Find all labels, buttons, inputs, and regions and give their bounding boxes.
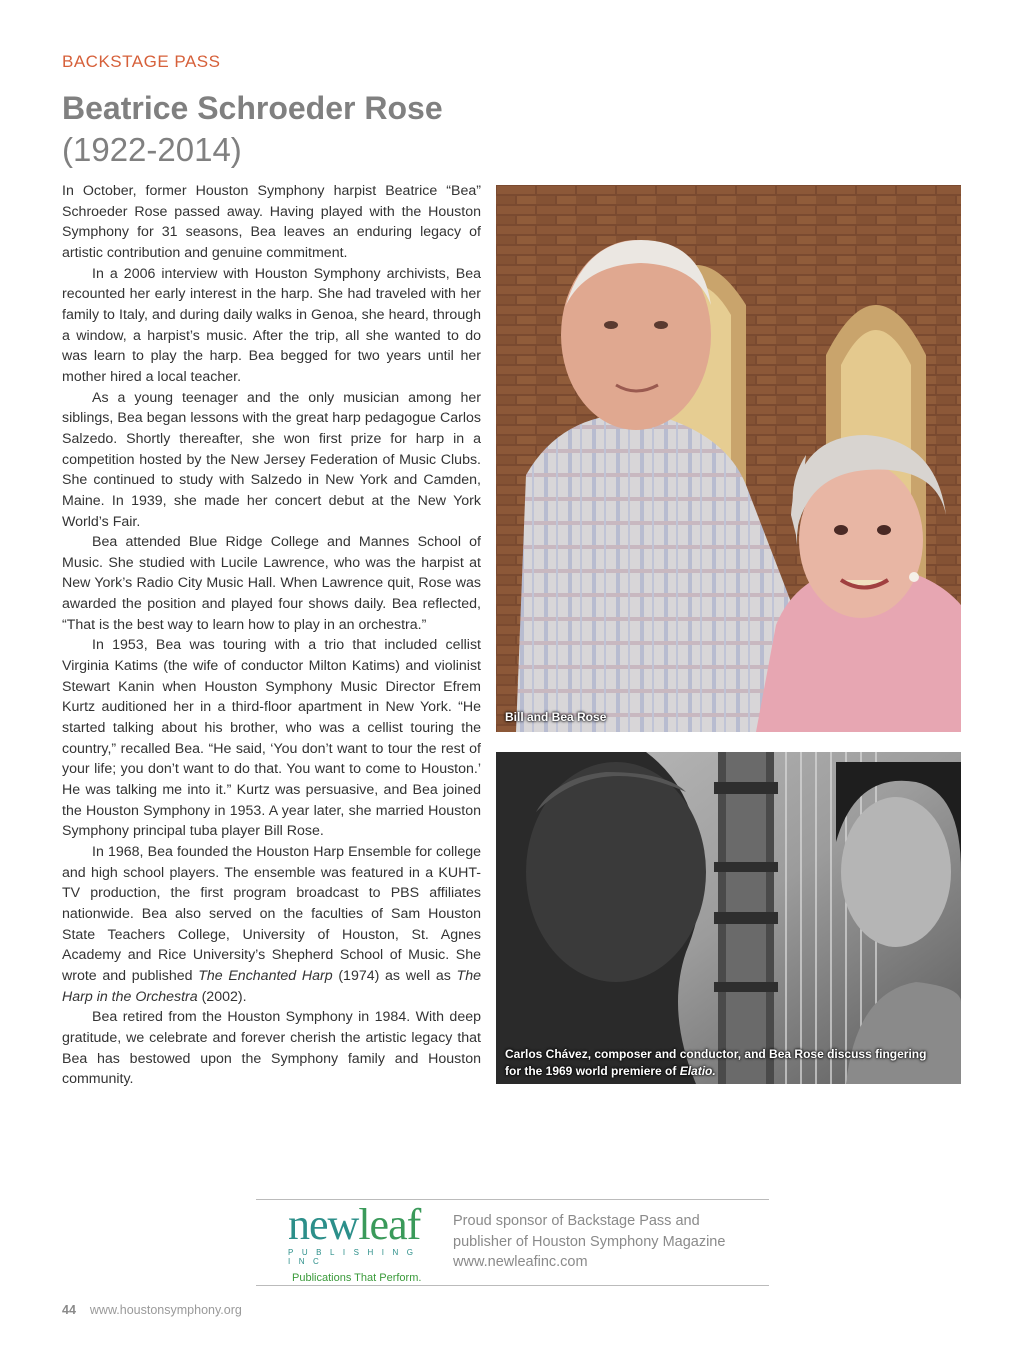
paragraph-7: Bea retired from the Houston Symphony in 1984. With deep gratitude, we celebrate and forever cherish the artistic legacy that Bea has bestowed upon the Symphony family and Houston community.: [62, 1009, 481, 1088]
sponsor-text: [453, 1211, 725, 1273]
book-title-harp-in-orchestra: The Harp in the Orchestra: [62, 967, 481, 1005]
logo-wordmark: [288, 1200, 433, 1249]
photo-chavez-and-bea-image: [496, 752, 961, 1084]
photo-bill-and-bea: [496, 185, 961, 732]
logo-word-leaf: leaf: [358, 1200, 421, 1249]
book-title-enchanted-harp: The Enchanted Harp: [198, 967, 333, 984]
sponsor-line-2: publisher of Houston Symphony Magazine: [453, 1233, 726, 1250]
footer-url: www.houstonsymphony.org: [89, 1303, 242, 1317]
sponsor-url: www.newleafinc.com: [453, 1254, 588, 1270]
paragraph-3: As a young teenager and the only musician among her siblings, Bea began lessons with the great harp pedagogue Carlos Salzedo. Shortly thereafter, she won first prize for harp in a competition hosted by the New Jersey Federation of Music Clubs. She continued to study with Salzedo in New York and Camden, Maine. In 1939, she made her concert debut at the New York World’s Fair.: [62, 389, 481, 530]
paragraph-6-mid: (1974) as well as: [332, 967, 457, 984]
logo-word-new: new: [288, 1200, 359, 1249]
photo-2-caption: [505, 1046, 945, 1080]
logo-tagline: Publications That Perform.: [292, 1272, 422, 1284]
photo-bill-and-bea-image: [496, 185, 961, 732]
photo-2-caption-work-title: Elatio.: [679, 1064, 716, 1078]
sponsor-line-1: Proud sponsor of Backstage Pass and: [453, 1213, 700, 1229]
page-footer: [62, 1303, 242, 1317]
photo-2-caption-text: Carlos Chávez, composer and conductor, and Bea Rose discuss fingering for the 1969 world premiere of: [505, 1047, 927, 1078]
logo-publishing: PUBLISHING INC: [288, 1248, 422, 1266]
photo-chavez-and-bea: [496, 752, 961, 1084]
sponsor-bottom-rule: [256, 1285, 769, 1286]
section-label: BACKSTAGE PASS: [62, 52, 221, 71]
article-title: Beatrice Schroeder Rose: [62, 90, 443, 126]
newleaf-logo: [288, 1200, 433, 1284]
paragraph-6-end: (2002).: [197, 988, 247, 1005]
paragraph-2: In a 2006 interview with Houston Symphony archivists, Bea recounted her early interest in the harp. She had traveled with her family to Italy, and during daily walks in Genoa, she heard, through a window, a harpist’s music. After the trip, all she wanted to do was learn to play the harp. Bea begged for two years until her mother hired a local teacher.: [62, 265, 481, 385]
paragraph-6: [62, 842, 481, 1007]
paragraph-1: In October, former Houston Symphony harpist Beatrice “Bea” Schroeder Rose passed away. Having played with the Houston Symphony for 31 seasons, Bea leaves an enduring legacy of artistic contribution and genuine commitment.: [62, 183, 481, 261]
photo-1-caption: Bill and Bea Rose: [505, 710, 607, 724]
paragraph-5: In 1953, Bea was touring with a trio that included cellist Virginia Katims (the wife of conductor Milton Katims) and violinist Stewart Kanin when Houston Symphony Music Director Efrem Kurtz auditioned her in a third-floor apartment in New York. “He started talking about his brother, who was a cellist touring the country,” recalled Bea. “He said, ‘You don’t want to tour the rest of your life; you don’t want to do that. You want to come to Houston.’ He was talking me into it.” Kurtz was persuasive, and Bea joined the Houston Symphony in 1953. A year later, she married Houston Symphony principal tuba player Bill Rose.: [62, 637, 481, 840]
page-number: 44: [62, 1303, 76, 1317]
paragraph-4: Bea attended Blue Ridge College and Mannes School of Music. She studied with Lucile Lawrence, who was the harpist at New York’s Radio City Music Hall. When Lawrence quit, Rose was awarded the position and played four shows daily. Bea reflected, “That is the best way to learn how to play in an orchestra.”: [62, 534, 481, 633]
article-dates: (1922-2014): [62, 131, 242, 168]
paragraph-6-start: In 1968, Bea founded the Houston Harp Ensemble for college and high school players. The ensemble was featured in a KUHT-TV production, the first program broadcast to PBS affiliates nationwide. Bea also served on the faculties of Sam Houston State Teachers College, University of Houston, St. Agnes Academy and Rice University’s Shepherd School of Music. She wrote and published: [62, 844, 481, 984]
article-body: [62, 181, 481, 1090]
